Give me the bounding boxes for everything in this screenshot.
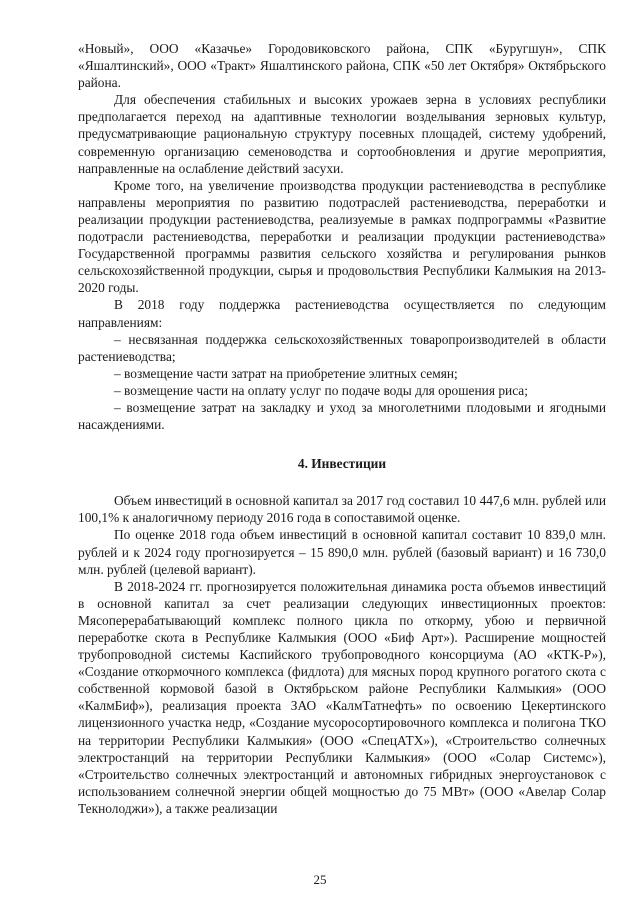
- paragraph-adaptive-technologies: Для обеспечения стабильных и высоких урожаев зерна в условиях республики предполагается переход на адаптивные технологии возделывания зерновых культур, предусматривающие рациональную структуру посевных площадей, систему удобрений, современную организацию семеноводства и сортообновления и другие мероприятия, направленные на ослабление действий засухи.: [78, 92, 606, 176]
- paragraph-support-directions: В 2018 году поддержка растениеводства осуществляется по следующим направлениям:: [78, 297, 606, 330]
- paragraph-farms-list: «Новый», ООО «Казачье» Городовиковского района, СПК «Буругшун», СПК «Яшалтинский», ООО «Тракт» Яшалтинского района, СПК «50 лет Октября» Октябрьского района.: [78, 41, 606, 91]
- section-heading-investments: 4. Инвестиции: [297, 456, 387, 472]
- document-page: [78, 40, 606, 817]
- page-number: 25: [313, 872, 327, 887]
- list-item-elite-seeds: – возмещение части затрат на приобретение элитных семян;: [114, 365, 458, 381]
- paragraph-subprogram: Кроме того, на увеличение производства продукции растениеводства в республике направлены мероприятия по развитию подотраслей растениеводства, переработки и реализации продукции растениеводства, реализуемые в рамках подпрограммы «Развитие подотрасли растениеводства, переработки и реализации продукции растениеводства» Государственной программы развития сельского хозяйства и регулирования рынков сельскохозяйственной продукции, сырья и продовольствия Республики Калмыкия на 2013-2020 годы.: [78, 177, 606, 296]
- paragraph-investment-forecast: По оценке 2018 года объем инвестиций в основной капитал составит 10 839,0 млн. рублей и к 2024 году прогнозируется – 15 890,0 млн. рублей (базовый вариант) и 16 730,0 млн. рублей (целевой вариант).: [78, 527, 606, 577]
- list-item-orchards: – возмещение затрат на закладку и уход за многолетними плодовыми и ягодными насаждениями.: [78, 399, 606, 433]
- paragraph-investment-2017: Объем инвестиций в основной капитал за 2017 год составил 10 447,6 млн. рублей или 100,1% к аналогичному периоду 2016 года в сопоставимой оценке.: [78, 493, 606, 526]
- list-item-rice-irrigation: – возмещение части на оплату услуг по подаче воды для орошения риса;: [114, 382, 528, 398]
- list-item-unrelated-support: – несвязанная поддержка сельскохозяйственных товаропроизводителей в области растениеводства;: [78, 331, 606, 364]
- paragraph-investment-projects: В 2018-2024 гг. прогнозируется положительная динамика роста объемов инвестиций в основной капитал за счет реализации следующих инвестиционных проектов: Мясоперерабатывающий комплекс полного цикла по откорму, убою и первичной переработке скота в Республике Калмыкия (ООО «Биф Арт»). Расширение мощностей трубопроводной системы Каспийского трубопроводного консорциума (АО «КТК-Р»), «Создание откормочного комплекса (фидлота) для мясных пород крупного рогатого скота с собственной кормовой базой в Октябрьском районе Республики Калмыкия» (ООО «КалмБиф»), реализация проекта ЗАО «КалмТатнефть» по освоению Цекертинского лицензионного участка недр, «Создание мусоросортировочного комплекса и полигона ТКО на территории Республики Калмыкия» (ООО «СпецАТХ»), «Строительство солнечных электростанций на территории Республики Калмыкия» (ООО «Солар Системс»), «Строительство солнечных электростанций и автономных гибридных энергоустановок с использованием солнечной энергии общей мощностью до 75 МВт» (ООО «Авелар Солар Текнолоджи»), а также реализации: [78, 578, 606, 816]
